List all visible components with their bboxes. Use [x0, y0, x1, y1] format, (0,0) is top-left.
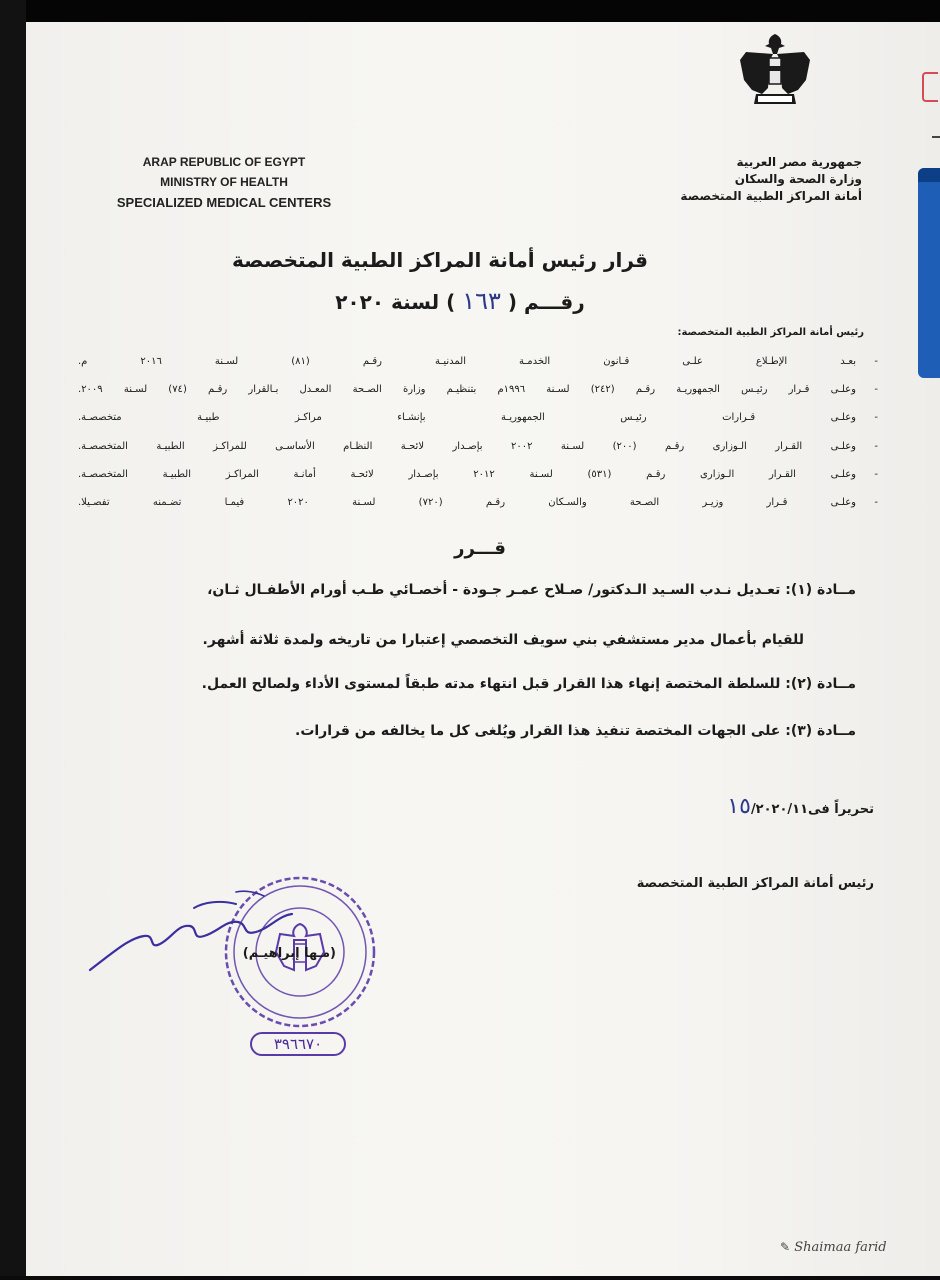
arabic-ministry: وزارة الصحة والسكان: [734, 172, 862, 186]
watermark-text: Shaimaa farid: [794, 1240, 887, 1255]
signatory-title: رئيس أمانة المراكز الطبية المتخصصة: [636, 876, 874, 891]
handwritten-signature: [86, 880, 306, 976]
article-3: [295, 723, 856, 739]
eagle-emblem-icon: [734, 30, 816, 110]
article-1-text: تعـديل نـدب السـيد الـدكتور/ صـلاح عمـر جـودة - أخصـائي طـب أورام الأطفـال ثـان،: [207, 582, 781, 598]
date-day: ١٥: [727, 794, 751, 819]
english-country: ARAP REPUBLIC OF EGYPT: [142, 155, 306, 169]
blue-pen: [918, 168, 940, 378]
decision-heading: قـــرر: [454, 538, 506, 559]
decision-number: ١٦٣: [462, 287, 501, 315]
arabic-department: أمانة المراكز الطبية المتخصصة: [680, 189, 862, 203]
english-department: SPECIALIZED MEDICAL CENTERS: [116, 195, 332, 210]
article-1-continuation: للقيام بأعمال مدير مستشفي بني سويف التخصصي إعتبارا من تاريخه ولمدة ثلاثة أشهر.: [202, 632, 804, 648]
clause-item: - وعلـى قـرار وزيـر الصـحة والسـكان رقـم (٧٢٠) لسـنة ٢٠٢٠ فيمـا تضـمنه تفصـيلا.: [78, 497, 878, 508]
arabic-country: جمهورية مصر العربية: [736, 155, 862, 169]
arabic-header: [642, 154, 862, 205]
bottom-frame: [0, 1276, 940, 1280]
article-3-label: مــادة (٣):: [785, 723, 856, 739]
clause-item: - وعلـى قـرار رئيـس الجمهوريـة رقـم (٢٤٢) لسـنة ١٩٩٦م بتنظيـم وزارة الصـحة المعـدل بـالقرار رقـم (٧٤) لسـنة ٢٠٠٩.: [78, 384, 878, 395]
issue-date: [727, 794, 874, 819]
english-ministry: MINISTRY OF HEALTH: [160, 175, 288, 189]
ink-mark: [932, 136, 940, 138]
number-label: رقـــم (: [507, 290, 585, 314]
article-2-label: مــادة (٢):: [785, 676, 856, 692]
date-label: تحريراً فى: [808, 802, 874, 817]
clause-item: - وعلـى القـرار الـوزارى رقـم (٥٣١) لسـنة ٢٠١٢ بإصـدار لائحـة أمانـة المراكـز الطبيـة المتخصصـة.: [78, 469, 878, 480]
article-3-text: على الجهات المختصة تنفيذ هذا القرار ويُلغى كل ما يخالفه من قرارات.: [295, 723, 781, 739]
red-ink-mark: [922, 72, 938, 102]
article-1: [207, 582, 856, 598]
article-1-label: مــادة (١):: [785, 582, 856, 598]
signatory-name: (مـها إبراهيـم): [242, 946, 336, 961]
stamp-number-box: [250, 1032, 346, 1056]
clause-item: - بعـد الإطـلاع علـى قـانون الخدمـة المدنيـة رقـم (٨١) لسـنة ٢٠١٦ م.: [78, 356, 878, 367]
english-header: [106, 152, 342, 213]
blue-pen-tip: [918, 168, 940, 182]
article-2-text: للسلطة المختصة إنهاء هذا القرار قبل انتهاء مدته طبقاً لمستوى الأداء ولصالح العمل.: [201, 676, 781, 692]
clause-item: - وعلـى القـرار الـوزارى رقـم (٢٠٠) لسـنة ٢٠٠٢ بإصـدار لائحـة النظـام الأساسـى للمراكـز الطبيـة المتخصصـة.: [78, 441, 878, 452]
date-rest: /٢٠٢٠/١١: [750, 802, 809, 817]
decision-number-line: [300, 287, 620, 315]
stamp-number: ٣٩٦٦٧٠: [273, 1035, 323, 1053]
decision-year: لسنة ٢٠٢٠: [335, 290, 440, 314]
article-2: [202, 676, 856, 692]
top-frame: [0, 0, 940, 22]
clause-item: - وعلـى قـرارات رئيـس الجمهوريـة بإنشـاء مراكـز طبيـة متخصصـة.: [78, 412, 878, 423]
number-close: ): [446, 290, 456, 314]
intro-line: رئيس أمانة المراكز الطبية المتخصصة:: [677, 327, 864, 338]
decision-title: قرار رئيس أمانة المراكز الطبية المتخصصة: [232, 248, 648, 272]
watermark: [780, 1240, 887, 1255]
left-frame: [0, 0, 26, 1280]
pen-icon: ✎: [780, 1240, 791, 1254]
